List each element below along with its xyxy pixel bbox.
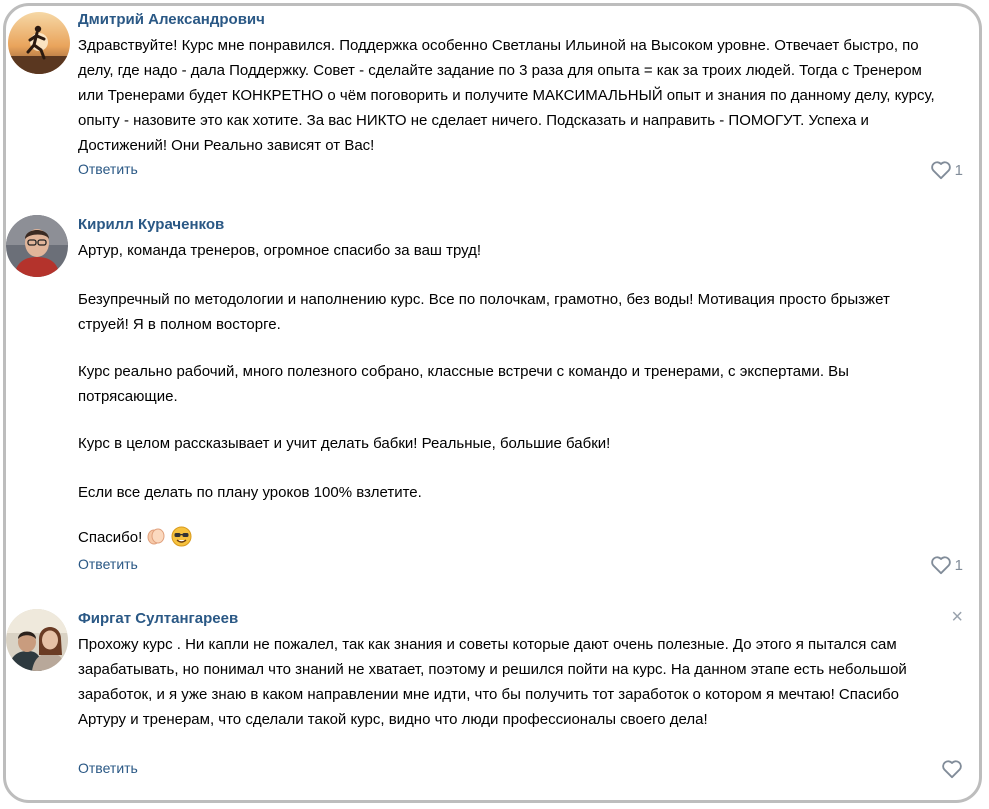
- comment-paragraph: Спасибо!: [78, 529, 143, 546]
- like-button[interactable]: [930, 555, 963, 575]
- comment-paragraph: Если все делать по плану уроков 100% взлетите.: [78, 484, 422, 501]
- comment-paragraph: Артур, команда тренеров, огромное спасибо за ваш труд!: [78, 242, 482, 259]
- sunglasses-face-emoji: [171, 526, 192, 547]
- avatar-firgat[interactable]: [6, 609, 68, 671]
- like-button[interactable]: [930, 160, 963, 180]
- avatar-kirill[interactable]: [6, 215, 68, 277]
- runner-photo-icon: [8, 12, 70, 74]
- comment-thanks-line: [78, 525, 938, 550]
- heart-icon: [930, 160, 952, 180]
- comment-paragraph: Курс в целом рассказывает и учит делать бабки! Реальные, большие бабки!: [78, 435, 611, 452]
- comment-text: Здравствуйте! Курс мне понравился. Поддержка особенно Светланы Ильиной на Высоком уровне. Отвечает быстро, по делу, где надо - дала Поддержку. Совет - сделайте задание по 3 раза для опыта = как за троих людей. Тогда с Тренером или Тренерами будет КОНКРЕТНО о чём поговорить и получите МАКСИМАЛЬНЫЙ опыт и знания по данному делу, курсу, опыту - назовите это как хотите. За вас НИКТО не сделает ничего. Подсказать и направить - ПОМОГУТ. Успеха и Достижений! Они Реально зависят от Вас!: [78, 37, 935, 154]
- reply-button[interactable]: Ответить: [78, 760, 138, 776]
- man-photo-icon: [6, 215, 68, 277]
- comment-paragraph: Безупречный по методологии и наполнению курс. Все по полочкам, грамотно, без воды! Мотивация просто брызжет струей! Я в полном восторге.: [78, 291, 890, 333]
- reply-button[interactable]: Ответить: [78, 161, 138, 177]
- heart-icon: [941, 759, 963, 779]
- comment-author[interactable]: Фиргат Султангареев: [78, 610, 239, 627]
- avatar-dmitry[interactable]: [8, 12, 70, 74]
- clapping-hands-emoji: [146, 526, 166, 546]
- comment-author[interactable]: Дмитрий Александрович: [78, 11, 265, 28]
- reply-button[interactable]: Ответить: [78, 556, 138, 572]
- like-count: 1: [954, 161, 963, 179]
- comment-paragraph: Курс реально рабочий, много полезного собрано, классные встречи с командо и тренерами, с экспертами. Вы потрясающие.: [78, 363, 849, 405]
- couple-photo-icon: [6, 609, 68, 671]
- heart-icon: [930, 555, 952, 575]
- comment-author[interactable]: Кирилл Кураченков: [78, 216, 225, 233]
- like-button[interactable]: [941, 759, 963, 779]
- like-count: 1: [954, 556, 963, 574]
- comment-text: Прохожу курс . Ни капли не пожалел, так как знания и советы которые дают очень полезные. До этого я пытался сам зарабатывать, но понимал что знаний не хватает, поэтому и решился пойти на курс. На данном этапе есть небольшой заработок, и я уже знаю в каком направлении мне идти, что бы получить тот заработок о котором я мечтаю! Спасибо Артуру и тренерам, что сделали такой курс, видно что люди профессионалы своего дела!: [78, 636, 907, 728]
- close-icon[interactable]: ×: [951, 606, 963, 628]
